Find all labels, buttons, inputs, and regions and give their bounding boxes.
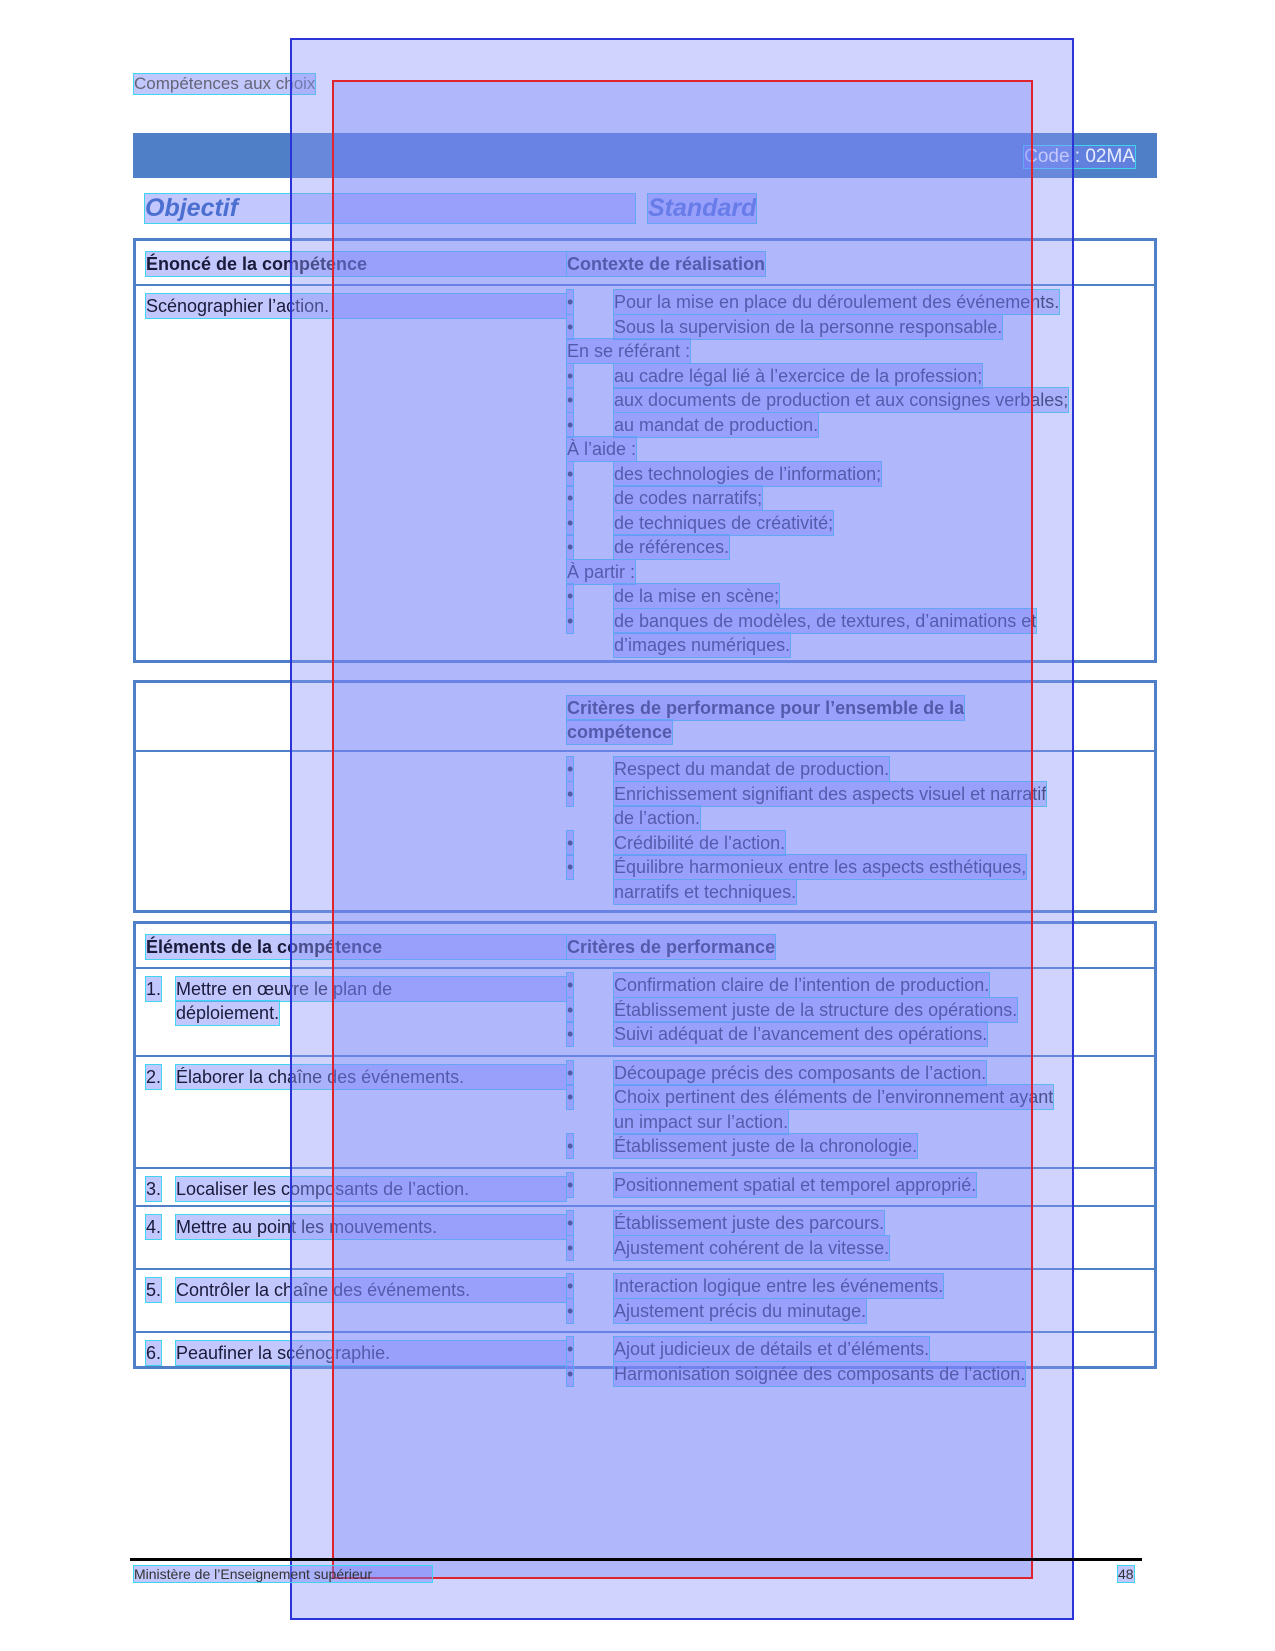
list-item: de codes narratifs; xyxy=(614,488,763,508)
bullet-icon: • xyxy=(567,316,574,337)
list-item: Crédibilité de l’action. xyxy=(614,832,786,853)
element-number: 1. xyxy=(146,979,162,999)
element-number: 6. xyxy=(146,1343,162,1363)
bullet-icon: • xyxy=(567,610,574,631)
list-item: un impact sur l’action. xyxy=(614,1111,789,1132)
list-item: au cadre légal lié à l’exercice de la profession; xyxy=(614,365,983,386)
element-number: 4. xyxy=(146,1217,162,1237)
list-item: d’images numériques. xyxy=(614,635,791,655)
element-number: 2. xyxy=(146,1066,162,1087)
list-item: Établissement juste de la structure des opérations. xyxy=(614,999,1018,1020)
element-text: Contrôler la chaîne des événements. xyxy=(176,1278,566,1302)
standard-title: Standard xyxy=(648,194,757,222)
footer-ministry: Ministère de l’Enseignement supérieur xyxy=(134,1566,432,1582)
bullet-icon: • xyxy=(567,1213,574,1233)
element-number: 5. xyxy=(146,1280,162,1300)
bullet-icon: • xyxy=(567,759,574,779)
list-item: Établissement juste des parcours. xyxy=(614,1213,885,1233)
bullet-icon: • xyxy=(567,365,574,386)
list-item: de références. xyxy=(614,537,730,557)
bullet-icon: • xyxy=(567,1339,574,1359)
bullet-icon: • xyxy=(567,586,574,606)
global-criteria-header-line2: compétence xyxy=(567,722,673,742)
list-item: Ajustement cohérent de la vitesse. xyxy=(614,1237,890,1258)
statement-header: Énoncé de la compétence xyxy=(146,252,566,276)
list-item: Ajustement précis du minutage. xyxy=(614,1300,867,1321)
global-criteria-header-line1: Critères de performance pour l’ensemble de la xyxy=(567,698,965,718)
criteria-header: Critères de performance xyxy=(567,937,776,957)
list-item: Suivi adéquat de l’avancement des opérations. xyxy=(614,1024,988,1044)
program-header: Compétences aux choix xyxy=(134,74,316,93)
list-item: Enrichissement signifiant des aspects visuel et narratif xyxy=(614,783,1047,804)
bullet-icon: • xyxy=(567,975,574,995)
bullet-icon: • xyxy=(567,783,574,804)
list-item: Équilibre harmonieux entre les aspects esthétiques, xyxy=(614,857,1027,877)
bullet-icon: • xyxy=(567,1174,574,1195)
list-item: de techniques de créativité; xyxy=(614,512,834,533)
element-text: Élaborer la chaîne des événements. xyxy=(176,1065,566,1089)
list-item: de la mise en scène; xyxy=(614,586,780,606)
context-header: Contexte de réalisation xyxy=(567,254,766,274)
context-subheading: À l’aide : xyxy=(567,439,637,459)
bullet-icon: • xyxy=(567,999,574,1020)
bullet-icon: • xyxy=(567,857,574,877)
bullet-icon: • xyxy=(567,488,574,508)
list-item: Découpage précis des composants de l’action. xyxy=(614,1062,987,1083)
bullet-icon: • xyxy=(567,414,574,435)
bullet-icon: • xyxy=(567,1136,574,1156)
list-item: Ajout judicieux de détails et d’éléments. xyxy=(614,1339,930,1359)
element-text: Peaufiner la scénographie. xyxy=(176,1341,566,1365)
objective-title: Objectif xyxy=(145,194,635,223)
list-item: au mandat de production. xyxy=(614,414,819,435)
bullet-icon: • xyxy=(567,537,574,557)
bullet-icon: • xyxy=(567,1363,574,1384)
bullet-icon: • xyxy=(567,1062,574,1083)
bullet-icon: • xyxy=(567,1276,574,1296)
elements-header: Éléments de la compétence xyxy=(146,935,566,959)
bullet-icon: • xyxy=(567,463,574,484)
list-item: Établissement juste de la chronologie. xyxy=(614,1136,918,1156)
element-text: déploiement. xyxy=(176,1003,280,1023)
footer-rule xyxy=(130,1558,1142,1561)
competency-code: Code : 02MA xyxy=(1024,146,1135,167)
list-item: Sous la supervision de la personne responsable. xyxy=(614,316,1003,337)
bullet-icon: • xyxy=(567,1024,574,1044)
element-number: 3. xyxy=(146,1178,162,1199)
bullet-icon: • xyxy=(567,512,574,533)
list-item: de l’action. xyxy=(614,808,701,828)
bullet-icon: • xyxy=(567,1237,574,1258)
bullet-icon: • xyxy=(567,1087,574,1107)
competency-statement: Scénographier l’action. xyxy=(146,294,566,318)
element-text: Mettre au point les mouvements. xyxy=(176,1215,566,1239)
context-subheading: En se référant : xyxy=(567,341,691,361)
list-item: de banques de modèles, de textures, d’animations et xyxy=(614,610,1037,631)
list-item: Respect du mandat de production. xyxy=(614,759,890,779)
bullet-icon: • xyxy=(567,390,574,410)
list-item: Positionnement spatial et temporel approprié. xyxy=(614,1174,977,1195)
list-item: narratifs et techniques. xyxy=(614,881,797,902)
bullet-icon: • xyxy=(567,1300,574,1321)
context-subheading: À partir : xyxy=(567,561,636,582)
list-item: Interaction logique entre les événements. xyxy=(614,1276,944,1296)
list-item: Choix pertinent des éléments de l’environnement ayant xyxy=(614,1087,1054,1107)
selection-overlay-inner xyxy=(332,80,1033,1579)
page-number: 48 xyxy=(1118,1566,1134,1582)
bullet-icon: • xyxy=(567,832,574,853)
list-item: Confirmation claire de l’intention de production. xyxy=(614,975,990,995)
list-item: Harmonisation soignée des composants de l’action. xyxy=(614,1363,1026,1384)
list-item: des technologies de l’information; xyxy=(614,463,882,484)
element-text: Mettre en œuvre le plan de xyxy=(176,977,566,1001)
element-text: Localiser les composants de l’action. xyxy=(176,1177,566,1201)
list-item: aux documents de production et aux consignes verbales; xyxy=(614,390,1069,410)
list-item: Pour la mise en place du déroulement des événements. xyxy=(614,292,1060,312)
bullet-icon: • xyxy=(567,292,574,312)
